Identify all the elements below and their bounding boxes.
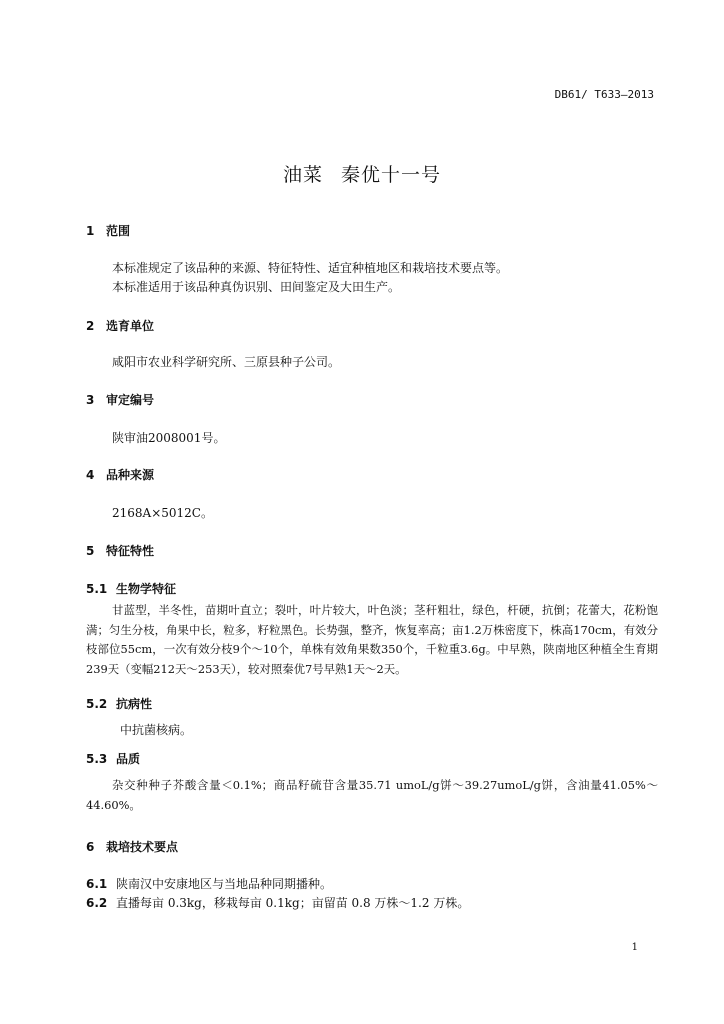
section-5-3-text: 杂交种种子芥酸含量＜0.1%；商品籽硫苷含量35.71 umoL/g饼～39.27umoL/g饼，含油量41.05%～44.60%。	[86, 778, 658, 812]
section-1-line-2: 本标准适用于该品种真伪识别、田间鉴定及大田生产。	[112, 280, 401, 294]
section-5-1-heading	[86, 580, 176, 597]
section-2-text: 咸阳市农业科学研究所、三原县种子公司。	[112, 355, 341, 369]
standard-code: DB61/ T633—2013	[554, 88, 654, 101]
section-6-2	[86, 894, 469, 911]
document-title	[0, 160, 724, 187]
section-title: 生物学特征	[116, 582, 177, 596]
section-5-1-text: 甘蓝型，半冬性，苗期叶直立；裂叶，叶片较大，叶色淡；茎秆粗壮，绿色，杆硬，抗倒；花蕾大，花粉饱满；匀生分枝，角果中长，粒多，籽粒黑色。长势强，整齐，恢复率高；亩1.2万株密度下，株高170cm，有效分枝部位55cm，一次有效分枝9个～10个，单株有效角果数350个，千粒重3.6g。中早熟，陕南地区种植全生育期239天（变幅212天～253天），较对照秦优7号早熟1天～2天。	[86, 603, 658, 676]
section-5-2-text: 中抗菌核病。	[120, 723, 193, 737]
section-1-heading	[86, 222, 130, 239]
section-title: 栽培技术要点	[106, 840, 179, 854]
section-title: 选育单位	[106, 319, 155, 333]
section-number: 1	[86, 224, 95, 238]
section-2-heading	[86, 317, 154, 334]
section-number: 2	[86, 319, 95, 333]
section-number: 4	[86, 468, 95, 482]
section-number: 3	[86, 393, 95, 407]
section-5-3-heading	[86, 750, 140, 767]
section-4-heading	[86, 466, 154, 483]
section-number: 5.1	[86, 582, 108, 596]
section-6-2-text: 直播每亩 0.3kg，移栽每亩 0.1kg；亩留苗 0.8 万株～1.2 万株。	[116, 896, 470, 910]
section-4-text: 2168A×5012C。	[112, 506, 213, 520]
section-title: 品种来源	[106, 468, 155, 482]
section-number: 6.2	[86, 896, 108, 910]
section-title: 审定编号	[106, 393, 155, 407]
section-number: 5.3	[86, 752, 108, 766]
section-6-1-text: 陕南汉中安康地区与当地品种同期播种。	[116, 877, 333, 891]
section-title: 范围	[106, 224, 131, 238]
section-3-heading	[86, 391, 154, 408]
section-title: 品质	[116, 752, 141, 766]
section-6-1	[86, 875, 332, 892]
section-number: 6	[86, 840, 95, 854]
title-crop: 油菜	[282, 164, 323, 186]
page-number: 1	[631, 942, 638, 953]
section-5-2-heading	[86, 695, 152, 712]
section-3-text: 陕审油2008001号。	[112, 431, 226, 445]
section-number: 5	[86, 544, 95, 558]
section-number: 5.2	[86, 697, 108, 711]
section-1-line-1: 本标准规定了该品种的来源、特征特性、适宜种植地区和栽培技术要点等。	[112, 261, 509, 275]
section-6-heading	[86, 838, 178, 855]
section-title: 特征特性	[106, 544, 155, 558]
section-5-heading	[86, 542, 154, 559]
section-title: 抗病性	[116, 697, 153, 711]
section-number: 6.1	[86, 877, 108, 891]
title-variety: 秦优十一号	[341, 164, 442, 186]
